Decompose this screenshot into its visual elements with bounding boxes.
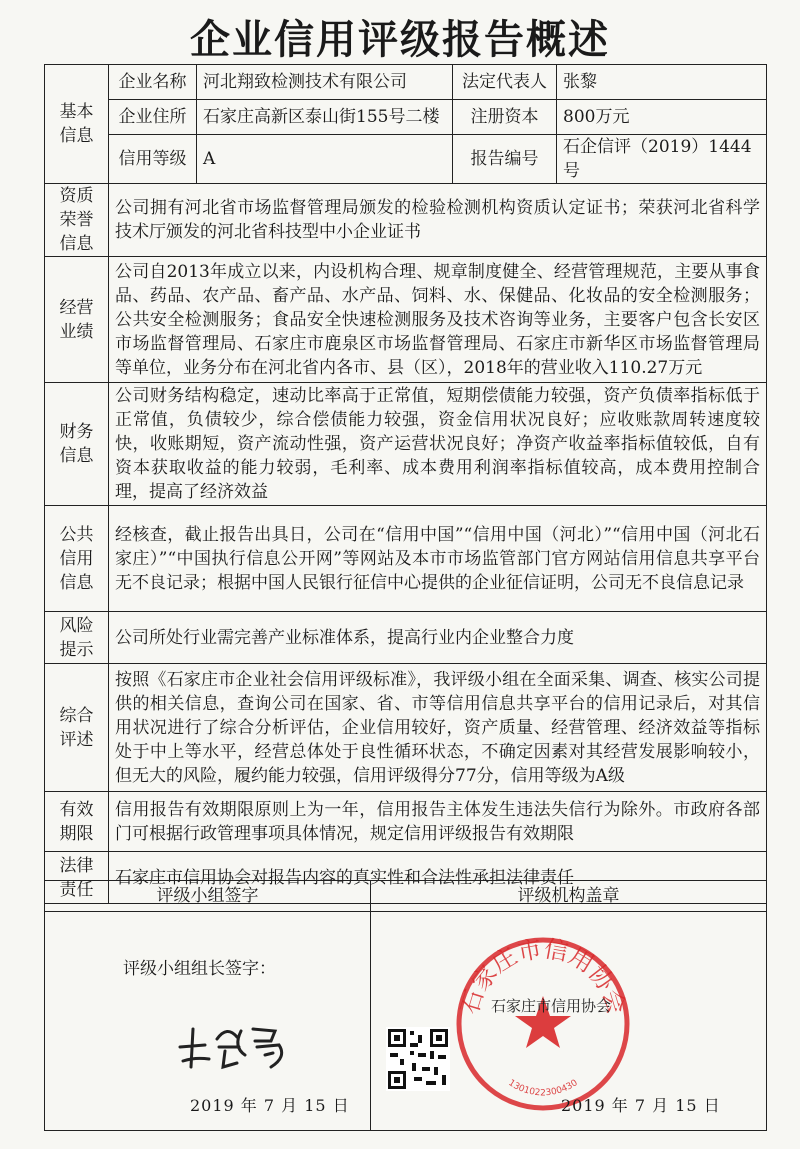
row-grade [45, 135, 767, 184]
finance-text: 公司财务结构稳定，速动比率高于正常值，短期偿债能力较强，资产负债率指标低于正常值，负债较少，综合偿债能力较强，资金信用状况良好；应收账款周转速度较快，收账期短，资产流动性强，资产运营状况良好；净资产收益率指标值较低，自有资本获取收益的能力较弱，毛利率、成本费用利润率指标值较高，成本费用控制合理，提高了经济效益 [109, 383, 767, 506]
validity-label: 有效 期限 [45, 792, 109, 852]
row-validity [45, 792, 767, 852]
report-no-label: 报告编号 [453, 135, 557, 184]
row-public-credit [45, 506, 767, 612]
handwritten-signature [175, 1017, 325, 1077]
risk-text: 公司所处行业需完善产业标准体系，提高行业内企业整合力度 [109, 612, 767, 664]
capital-label: 注册资本 [453, 100, 557, 135]
public-credit-text: 经核查，截止报告出具日，公司在“信用中国”“信用中国（河北）”“信用中国（河北石家庄）”“中国执行信息公开网”等网站及本市市场监管部门官方网站信用信息共享平台无不良记录；根据中国人民银行征信中心提供的企业征信证明，公司无不良信息记录 [109, 506, 767, 612]
page-title: 企业信用评级报告概述 [190, 17, 610, 63]
summary-label: 综合 评述 [45, 664, 109, 792]
grade-label: 信用等级 [109, 135, 197, 184]
seal-cell [371, 912, 767, 1131]
qr-code-icon [386, 1027, 450, 1091]
summary-text: 按照《石家庄市企业社会信用评级标准》，我评级小组在全面采集、调查、核实公司提供的相关信息，查询公司在国家、省、市等信用信息共享平台的信用记录后，对其信用状况进行了综合分析评估，企业信用较好，资产质量、经营管理、经济效益等指标处于中上等水平，经营总体处于良性循环状态，不确定因素对其经营发展影响较小，但无大的风险，履约能力较强，信用评级得分77分，信用等级为A级 [109, 664, 767, 792]
finance-label: 财务 信息 [45, 383, 109, 506]
row-finance [45, 383, 767, 506]
report-table [44, 64, 767, 904]
validity-text: 信用报告有效期限原则上为一年，信用报告主体发生违法失信行为除外。市政府各部门可根据行政管理事项具体情况，规定信用评级报告有效期限 [109, 792, 767, 852]
signature-date: 2019 年 7 月 15 日 [190, 1096, 350, 1115]
qualification-label: 资质 荣誉 信息 [45, 184, 109, 257]
row-performance [45, 257, 767, 383]
legal-label: 法律 责任 [45, 852, 109, 904]
capital-value: 800万元 [557, 100, 767, 135]
seal-date: 2019 年 7 月 15 日 [561, 1096, 721, 1115]
grade-value: A [197, 135, 453, 184]
official-seal [453, 934, 633, 1114]
legal-rep-value: 张黎 [557, 65, 767, 100]
leader-signature-label: 评级小组组长签字： [123, 959, 276, 979]
address-label: 企业住所 [109, 100, 197, 135]
row-risk [45, 612, 767, 664]
performance-label: 经营 业绩 [45, 257, 109, 383]
company-name-label: 企业名称 [109, 65, 197, 100]
basic-info-label: 基本 信息 [45, 65, 109, 184]
row-summary [45, 664, 767, 792]
row-qualification [45, 184, 767, 257]
row-address [45, 100, 767, 135]
svg-text:1301022300430: 1301022300430 [506, 1078, 580, 1099]
signature-table [44, 880, 767, 1131]
report-no-value: 石企信评（2019）1444号 [557, 135, 767, 184]
performance-text: 公司自2013年成立以来，内设机构合理、规章制度健全、经营管理规范，主要从事食品、药品、农产品、畜产品、水产品、饲料、水、保健品、化妆品的安全检测服务；公共安全检测服务；食品安全快速检测服务及技术咨询等业务，主要客户包含长安区市场监督管理局、石家庄市鹿泉区市场监督管理局、石家庄市新华区市场监督管理局等单位，业务分布在河北省内各市、县（区），2018年的营业收入110.27万元 [109, 257, 767, 383]
rating-team-signature-header: 评级小组签字 [45, 881, 371, 912]
seal-organization-text: 石家庄市信用协会 [491, 997, 612, 1015]
legal-rep-label: 法定代表人 [453, 65, 557, 100]
public-credit-label: 公共 信用 信息 [45, 506, 109, 612]
agency-seal-header: 评级机构盖章 [371, 881, 767, 912]
svg-text:石家庄市信用协会: 石家庄市信用协会 [455, 934, 631, 1018]
risk-label: 风险 提示 [45, 612, 109, 664]
address-value: 石家庄高新区泰山街155号二楼 [197, 100, 453, 135]
legal-text: 石家庄市信用协会对报告内容的真实性和合法性承担法律责任 [109, 852, 767, 904]
row-company-name [45, 65, 767, 100]
qualification-text: 公司拥有河北省市场监督管理局颁发的检验检测机构资质认定证书；荣获河北省科学技术厅颁发的河北省科技型中小企业证书 [109, 184, 767, 257]
signature-cell [45, 912, 371, 1131]
company-name-value: 河北翔致检测技术有限公司 [197, 65, 453, 100]
